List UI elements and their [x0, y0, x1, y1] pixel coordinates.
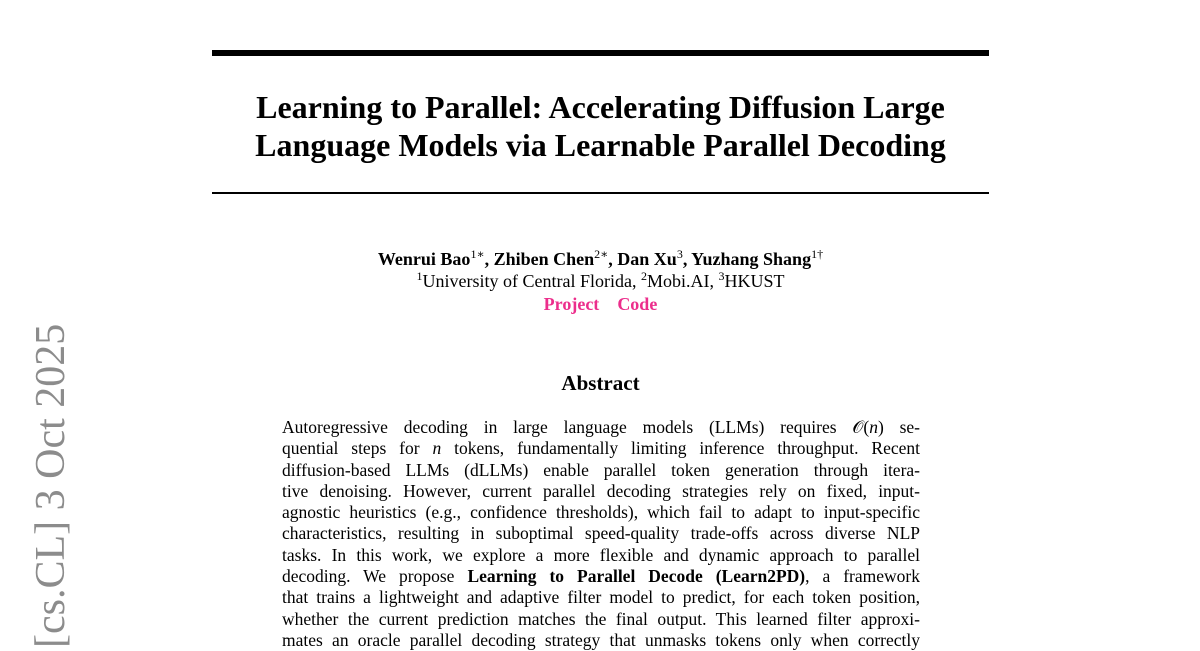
author-mark: 1†: [811, 247, 824, 261]
author-name: Zhiben Chen: [493, 249, 595, 269]
code-link[interactable]: Code: [617, 294, 658, 314]
abstract-line: whether the current prediction matches the final output. This learned filter approxi-: [282, 608, 920, 629]
author-mark: 1∗: [470, 247, 485, 261]
title-line-1: Learning to Parallel: Accelerating Diffusion Large: [256, 89, 945, 125]
affiliation-mark: 2: [640, 269, 647, 283]
abstract-line: decoding. We propose Learning to Parallel Decode (Learn2PD), a framework: [282, 566, 920, 587]
author-name: Yuzhang Shang: [691, 249, 812, 269]
abstract-line: Autoregressive decoding in large language models (LLMs) requires 𝒪(n) se-: [282, 417, 920, 437]
abstract-line: diffusion-based LLMs (dLLMs) enable parallel token generation through itera-: [282, 459, 920, 480]
author-name: Wenrui Bao: [377, 249, 471, 269]
project-link[interactable]: Project: [543, 294, 600, 314]
affiliation-name: Mobi.AI: [646, 271, 710, 291]
author-mark: 2∗: [594, 247, 609, 261]
abstract-line: agnostic heuristics (e.g., confidence thresholds), which fail to adapt to input-specific: [282, 502, 920, 523]
title-rule: [212, 192, 989, 194]
affiliation-mark: 3: [718, 269, 725, 283]
abstract-heading: Abstract: [561, 371, 640, 395]
abstract-body: [282, 417, 920, 651]
method-name: Learning to Parallel Decode (Learn2PD): [467, 566, 806, 587]
affiliation-name: University of Central Florida: [422, 271, 632, 291]
affiliation-name: HKUST: [724, 271, 785, 291]
affiliation-mark: 1: [416, 269, 423, 283]
top-rule: [212, 50, 989, 56]
affiliation-list: $^1$University of Central Florida, $^2$Mobi.AI, $^3$HKUST: [416, 269, 785, 291]
paper-title: [212, 88, 989, 164]
abstract-line: mates an oracle parallel decoding strategy that unmasks tokens only when correctly: [282, 629, 920, 650]
author-list: Wenrui Bao$^{1∗}$, Zhiben Chen$^{2∗}$, Dan Xu$^3$, Yuzhang Shang$^{1\dagger}$: [377, 247, 824, 269]
author-mark: 3: [676, 247, 683, 261]
abstract-line: tasks. In this work, we explore a more flexible and dynamic approach to parallel: [282, 544, 920, 565]
abstract-line: characteristics, resulting in suboptimal speed-quality trade-offs across diverse NLP: [282, 523, 920, 544]
abstract-line: quential steps for n tokens, fundamentally limiting inference throughput. Recent: [282, 438, 920, 459]
abstract-line: that trains a lightweight and adaptive filter model to predict, for each token position,: [282, 587, 920, 608]
resource-links: [212, 293, 989, 315]
title-line-2: Language Models via Learnable Parallel Decoding: [255, 127, 946, 163]
math-var: n: [869, 417, 878, 437]
author-name: Dan Xu: [617, 249, 677, 269]
arxiv-stamp: [cs.CL] 3 Oct 2025: [28, 323, 74, 648]
abstract-line: tive denoising. However, current parallel decoding strategies rely on fixed, input-: [282, 480, 920, 501]
author-block: [212, 248, 989, 292]
math-var: n: [432, 438, 442, 459]
